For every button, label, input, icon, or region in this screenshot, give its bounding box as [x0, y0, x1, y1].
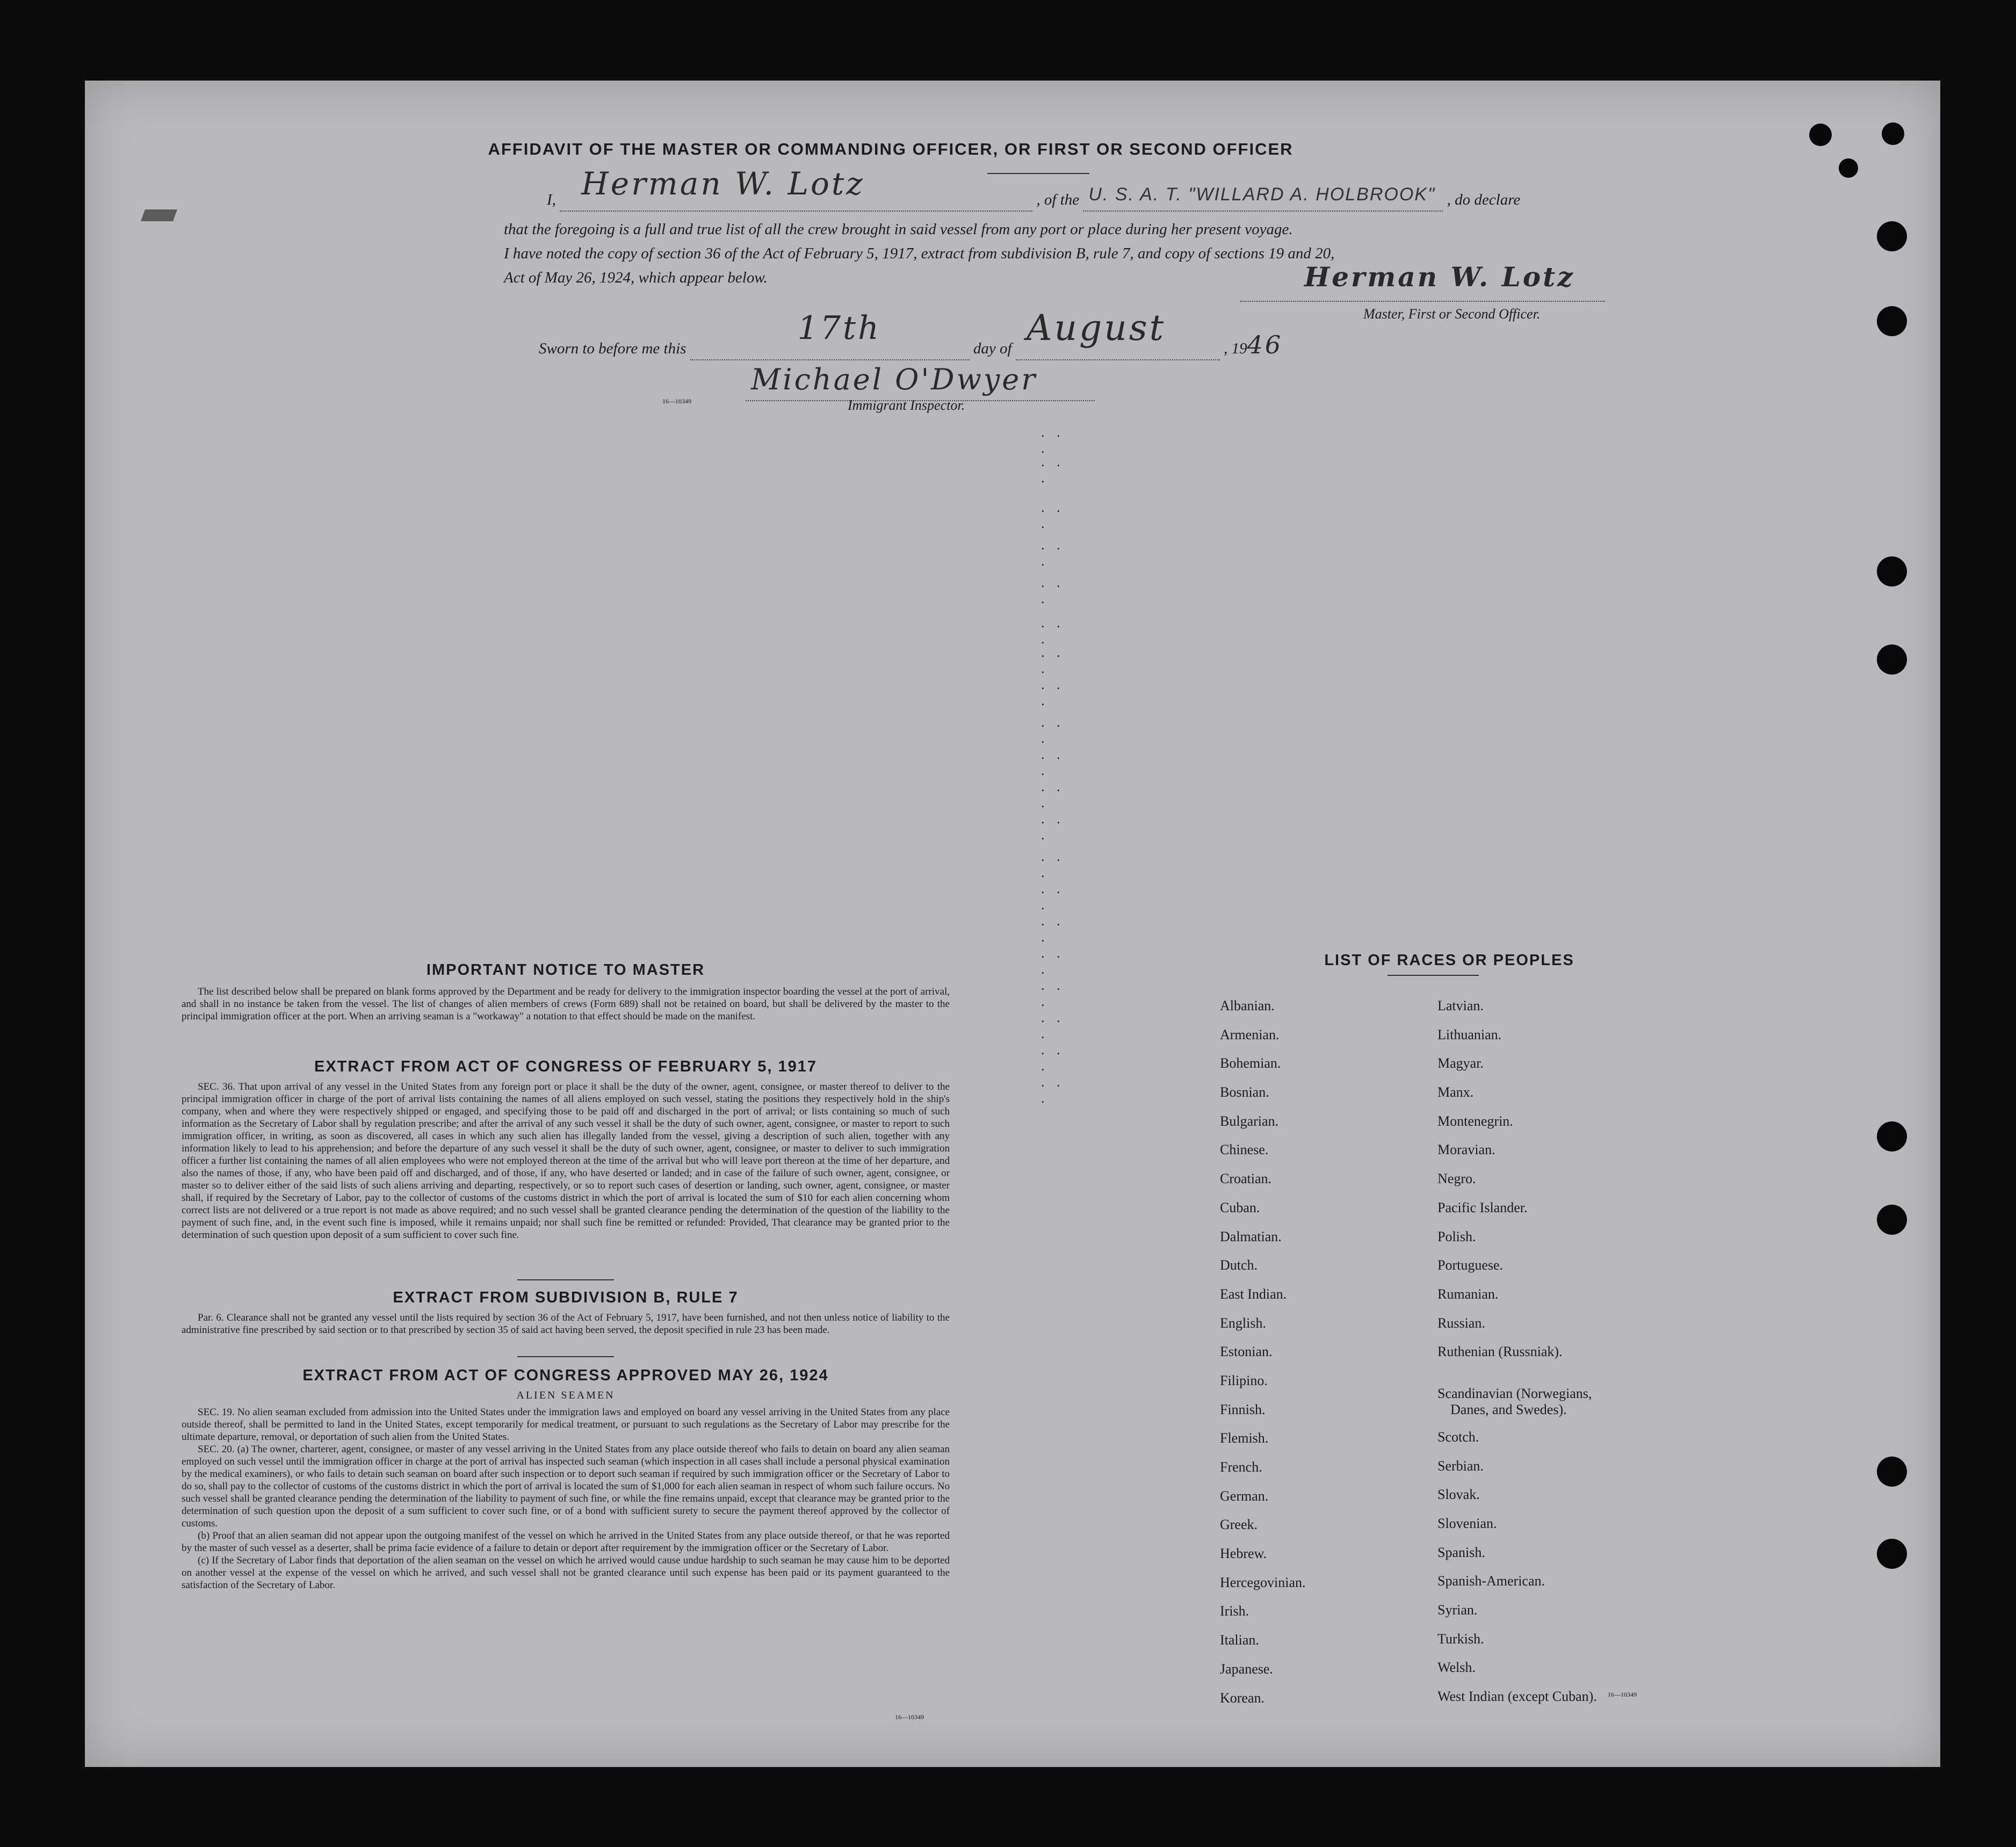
inspector-signature-field [746, 363, 1095, 401]
race-item: Scandinavian (Norwegians, [1437, 1385, 1592, 1401]
binder-hole [1877, 306, 1907, 336]
race-item: Filipino. [1220, 1372, 1268, 1388]
race-item: Lithuanian. [1437, 1026, 1502, 1042]
races-heading: LIST OF RACES OR PEOPLES [1324, 952, 1574, 969]
race-item: Chinese. [1220, 1142, 1269, 1158]
race-item: Albanian. [1220, 998, 1275, 1013]
race-item: Montenegrin. [1437, 1113, 1513, 1129]
race-item: Manx. [1437, 1084, 1474, 1100]
sec-20a: SEC. 20. (a) The owner, charterer, agent, consignee, or master of any vessel arriving in the United States from any place outside thereof who fails to detain on board any alien seaman employed on such vessel until the immigration officer in charge at the port of arrival has inspected such seaman (which inspection in all cases shall include a personal physical examination by the medical examiners), or who fails to detain such seaman on board after such inspection or to deport such seaman if required by such immigration officer or the Secretary of Labor to do so, shall pay to the collector of customs of the customs district in which the port of arrival is located the sum of $1,000 for each alien seaman in respect of whom such failure occurs. No such vessel shall be granted clearance pending the determination of the liability to payment of such fine, or while the fine remains unpaid, except that clearance may be granted prior to the determination of such question upon the deposit of a sum sufficient to cover such fine, or of a bond with sufficient surety to secure the payment thereof approved by the collector of customs. [182, 1444, 950, 1529]
master-signature-field [1240, 261, 1605, 302]
race-item: Magyar. [1437, 1055, 1484, 1071]
race-item: Latvian. [1437, 998, 1484, 1013]
affidavit-title: AFFIDAVIT OF THE MASTER OR COMMANDING OFFICER, OR FIRST OR SECOND OFFICER [488, 140, 1294, 158]
do-declare-label: , do declare [1447, 191, 1521, 208]
extract-1917-text: SEC. 36. That upon arrival of any vessel in the United States from any foreign port or place it shall be the duty of the owner, agent, consignee, or master thereof to deliver to the principal immigration officer in charge of the port of arrival lists containing the names of all aliens employed on such vessel, stating the positions they respectively hold in the ship's company, when and where they were respectively shipped or engaged, and specifying those to be paid off and discharged in the port of arrival; or lists containing so much of such information as the Secretary of Labor shall by regulation prescribe; and after the arrival of any such vessel it shall be the duty of such owner, agent, consignee, or master to report to such immigration officer, in writing, as soon as discovered, all cases in which any such alien has illegally landed from the vessel, giving a description of such alien, together with any information likely to lead to his apprehension; and before the departure of any such vessel it shall be the duty of such owner, agent, consignee, or master to deliver to such immigration officer a further list containing the names of all alien employees who were not employed thereon at the time of the arrival but who will leave port thereon at the time of her departure, and also the names of those, if any, who have been paid off and discharged, and of those, if any, who have deserted or landed; and in case of the failure of such owner, agent, consignee, or master so to deliver either of the said lists of such aliens arriving and departing, respectively, or so to report such cases of desertion or landing, such owner, agent, consignee, or master shall, if required by the Secretary of Labor, pay to the collector of customs of the customs district in which the port of arrival is located the sum of $10 for each alien concerning whom correct lists are not delivered or a true report is not made as above required; and no such vessel shall be granted clearance pending the determination of the question of the liability to the payment of such fine, and, in the event such fine is imposed, while it remains unpaid; nor shall such fine be remitted or refunded: Provided, That clearance may be granted prior to the determination of such question upon deposit of a sum sufficient to cover such fine. [182, 1081, 950, 1241]
extract-1924-heading: EXTRACT FROM ACT OF CONGRESS APPROVED MAY 26, 1924 [302, 1367, 829, 1384]
binder-hole [1877, 1121, 1907, 1151]
race-item: Flemish. [1220, 1430, 1269, 1446]
master-name-field [560, 165, 1032, 212]
day-of-label: day of [973, 340, 1012, 357]
declaration-line-2: that the foregoing is a full and true list of all the crew brought in said vessel from any port or place during her present voyage. [504, 221, 1293, 238]
race-item: Portuguese. [1437, 1257, 1504, 1273]
month-field [1016, 307, 1220, 360]
master-signature: Herman W. Lotz [1304, 261, 1575, 293]
race-item: Korean. [1220, 1690, 1265, 1706]
day-handwritten: 17th [797, 309, 881, 347]
master-name-handwritten: Herman W. Lotz [581, 165, 865, 202]
extract-rule7-text: Par. 6. Clearance shall not be granted any vessel until the lists required by section 36 of the Act of February 5, 1917, have been furnished, and not then unless notice of liability to the administrative fine prescribed by said section or to that prescribed by section 35 of said act having been served, the deposit specified in rule 23 has been made. [182, 1312, 950, 1336]
races-right-column [1437, 998, 1706, 1718]
binder-hole [1877, 1539, 1907, 1569]
declaration-line-1 [547, 165, 1621, 220]
vessel-name-field [1083, 184, 1443, 212]
race-item: Armenian. [1220, 1026, 1280, 1042]
race-item: Moravian. [1437, 1142, 1495, 1158]
notice-text: The list described below shall be prepared on blank forms approved by the Department and be ready for delivery to the immigration inspector boarding the vessel at the port of arrival, and shall in no instance be taken from the vessel. The list of changes of alien members of crews (Form 689) shall not be retained on board, but shall be delivered by the master to the principal immigration officer at the port. When an arriving seaman is a "workaway" a notation to that effect should be made on the manifest. [182, 986, 950, 1022]
form-number-right: 16—10349 [1608, 1691, 1637, 1698]
month-handwritten: August [1026, 307, 1166, 349]
vessel-name-stamp: U. S. A. T. "WILLARD A. HOLBROOK" [1088, 184, 1436, 205]
declaration-line-4: Act of May 26, 1924, which appear below. [504, 269, 768, 286]
declaration-line-3: I have noted the copy of section 36 of the Act of February 5, 1917, extract from subdivision B, rule 7, and copy of sections 19 and 20, [504, 245, 1335, 262]
race-item: Ruthenian (Russniak). [1437, 1344, 1563, 1360]
divider-1 [517, 1279, 614, 1280]
inspector-label: Immigrant Inspector. [848, 397, 965, 413]
race-item: Croatian. [1220, 1171, 1272, 1187]
race-item: Turkish. [1437, 1631, 1484, 1647]
races-left-column [1220, 998, 1435, 1719]
race-item: Serbian. [1437, 1458, 1484, 1474]
race-item: Irish. [1220, 1603, 1249, 1619]
document-page [85, 81, 1940, 1767]
dot-leader-column: . . . . . . . . . . . . . . . . . . . . . . . . . . . . . . . . . . . . . . . . . . . . . . . . . . . . . . . . . . . . [1041, 424, 1065, 1106]
sworn-label: Sworn to before me this [539, 340, 687, 357]
race-item: Negro. [1437, 1171, 1476, 1187]
race-item: Syrian. [1437, 1602, 1478, 1618]
inspector-signature: Michael O'Dwyer [751, 363, 1038, 396]
race-item: Bosnian. [1220, 1084, 1269, 1100]
binder-hole [1877, 556, 1907, 586]
race-item: Japanese. [1220, 1661, 1273, 1677]
race-item: Dalmatian. [1220, 1228, 1282, 1244]
year-prefix: , 19 [1224, 340, 1247, 357]
race-item: Slovenian. [1437, 1516, 1497, 1531]
race-item: East Indian. [1220, 1286, 1287, 1302]
day-field [690, 309, 970, 360]
race-item: Welsh. [1437, 1660, 1476, 1676]
binder-hole [1877, 644, 1907, 675]
binder-hole [1882, 122, 1904, 145]
race-item: Italian. [1220, 1632, 1259, 1648]
race-item: German. [1220, 1488, 1269, 1504]
race-item: French. [1220, 1459, 1262, 1475]
race-item: Slovak. [1437, 1487, 1480, 1503]
race-item: Hercegovinian. [1220, 1574, 1306, 1590]
master-officer-label: Master, First or Second Officer. [1363, 306, 1541, 322]
binder-hole [1877, 1205, 1907, 1235]
sworn-line [539, 307, 1398, 365]
alien-seamen-subheading: ALIEN SEAMEN [516, 1389, 615, 1401]
races-divider [1388, 975, 1479, 976]
race-item: Scotch. [1437, 1429, 1479, 1445]
race-item: Pacific Islander. [1437, 1199, 1528, 1215]
race-item: West Indian (except Cuban). [1437, 1689, 1597, 1705]
race-item: Rumanian. [1437, 1286, 1499, 1302]
race-item: Bulgarian. [1220, 1113, 1279, 1129]
i-label: I, [547, 191, 556, 208]
extract-1917-heading: EXTRACT FROM ACT OF CONGRESS OF FEBRUARY 5, 1917 [314, 1058, 818, 1075]
race-item: Polish. [1437, 1228, 1476, 1244]
sec-19: SEC. 19. No alien seaman excluded from admission into the United States under the immigration laws and employed on board any vessel arriving in the United States from any place outside thereof, shall be permitted to land in the United States, except temporarily for medical treatment, or pursuant to such regulations as the Secretary of Labor may prescribe for the ultimate departure, removal, or deportation of such alien from the United States. [182, 1407, 950, 1443]
binder-hole [1877, 221, 1907, 251]
race-item: Dutch. [1220, 1257, 1258, 1273]
year-handwritten: 46 [1247, 330, 1283, 359]
form-number-left: 16—10349 [895, 1713, 924, 1721]
race-item: Bohemian. [1220, 1055, 1281, 1071]
divider-2 [517, 1356, 614, 1357]
race-item: Russian. [1437, 1315, 1485, 1331]
race-item: Greek. [1220, 1517, 1258, 1533]
binder-hole [1809, 124, 1832, 146]
binder-hole [1877, 1457, 1907, 1487]
race-item: Hebrew. [1220, 1546, 1267, 1562]
extract-1924-text [182, 1406, 950, 1591]
extract-rule7-heading: EXTRACT FROM SUBDIVISION B, RULE 7 [393, 1289, 739, 1306]
race-item: Danes, and Swedes). [1450, 1401, 1567, 1417]
race-item: English. [1220, 1315, 1266, 1331]
scan-artifact [141, 209, 177, 221]
notice-heading: IMPORTANT NOTICE TO MASTER [426, 961, 705, 979]
of-the-label: , of the [1036, 191, 1080, 208]
form-number-top: 16—10349 [662, 397, 691, 405]
sec-20c: (c) If the Secretary of Labor finds that deportation of the alien seaman on the vessel on which he arrived would cause undue hardship to such seaman he may cause him to be deported on another vessel at the expense of the vessel on which he arrived, and such vessel shall not be granted clearance until such expense has been paid or its payment guaranteed to the satisfaction of the Secretary of Labor. [182, 1555, 950, 1591]
title-divider [987, 173, 1089, 174]
sec-20b: (b) Proof that an alien seaman did not appear upon the outgoing manifest of the vessel on which he arrived in the United States from any place outside thereof, or that he was reported by the master of such vessel as a deserter, shall be prima facie evidence of a failure to detain or deport after requirement by the immigration officer or the Secretary of Labor. [182, 1530, 950, 1554]
race-item: Estonian. [1220, 1344, 1273, 1360]
race-item: Cuban. [1220, 1199, 1260, 1215]
binder-hole [1839, 158, 1858, 178]
race-item: Finnish. [1220, 1401, 1266, 1417]
race-item: Spanish-American. [1437, 1573, 1545, 1589]
race-item: Spanish. [1437, 1544, 1485, 1560]
